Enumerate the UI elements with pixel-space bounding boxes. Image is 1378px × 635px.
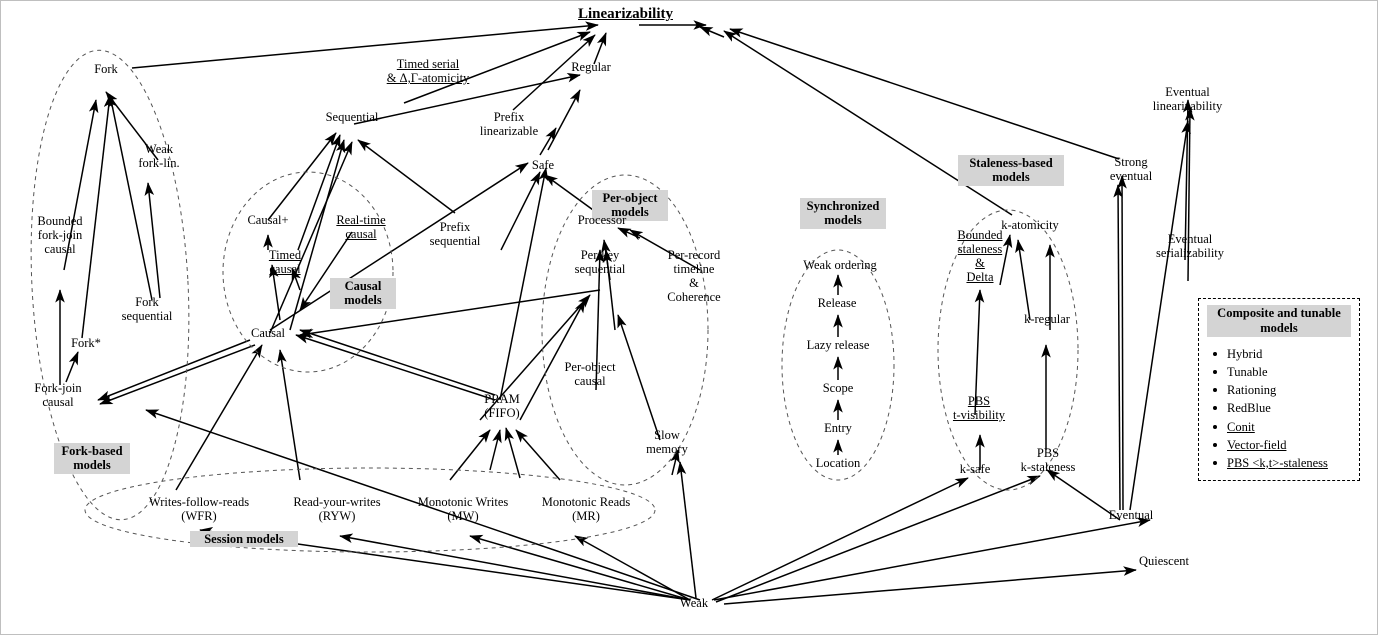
legend-title: Composite and tunable models — [1207, 305, 1351, 337]
node-fork-sequential: Fork sequential — [121, 295, 173, 323]
node-strong-eventual: Strong eventual — [1109, 155, 1153, 183]
node-timed-serial: Timed serial & Δ,Γ-atomicity — [386, 57, 470, 85]
node-lazy-release: Lazy release — [806, 338, 870, 352]
legend-item — [1213, 399, 1349, 417]
node-slow-memory: Slow memory — [646, 428, 688, 456]
node-causal-plus: Causal+ — [247, 213, 289, 227]
node-pbs-t-visibility: PBS t-visibility — [952, 394, 1006, 422]
legend-composite-tunable — [1198, 298, 1360, 481]
group-label-causal: Causal models — [330, 278, 396, 309]
node-writes-follow-reads: Writes-follow-reads (WFR) — [148, 495, 250, 523]
node-monotonic-reads: Monotonic Reads (MR) — [541, 495, 631, 523]
legend-list — [1199, 339, 1359, 480]
node-scope: Scope — [822, 381, 854, 395]
node-bounded-staleness-delta: Bounded staleness & Delta — [957, 228, 1003, 284]
node-regular: Regular — [571, 60, 611, 74]
node-eventual: Eventual — [1108, 508, 1154, 522]
node-prefix-linearizable: Prefix linearizable — [479, 110, 539, 138]
node-release: Release — [817, 296, 857, 310]
node-per-key-sequential: Per-key sequential — [574, 248, 626, 276]
legend-item — [1213, 363, 1349, 381]
node-safe: Safe — [531, 158, 555, 172]
node-k-regular: k-regular — [1024, 312, 1070, 326]
node-processor: Processor — [577, 213, 627, 227]
group-label-staleness-based: Staleness-based models — [958, 155, 1064, 186]
node-real-time-causal: Real-time causal — [336, 213, 386, 241]
node-monotonic-writes: Monotonic Writes (MW) — [417, 495, 509, 523]
group-label-fork-based: Fork-based models — [54, 443, 130, 474]
group-label-synchronized: Synchronized models — [800, 198, 886, 229]
node-per-object-causal: Per-object causal — [564, 360, 616, 388]
node-location: Location — [815, 456, 861, 470]
group-label-per-object: Per-object models — [592, 190, 668, 221]
node-linearizability: Linearizability — [578, 6, 673, 22]
node-k-safe: k-safe — [959, 462, 991, 476]
node-causal: Causal — [250, 326, 286, 340]
legend-item — [1213, 436, 1349, 454]
legend-item-label: Tunable — [1227, 365, 1268, 380]
node-read-your-writes: Read-your-writes (RYW) — [293, 495, 381, 523]
node-fork-join-causal: Fork-join causal — [34, 381, 82, 409]
node-eventual-linearizability: Eventual linearizability — [1152, 85, 1223, 113]
node-eventual-serializability: Eventual serializability — [1155, 232, 1225, 260]
legend-item — [1213, 454, 1349, 472]
legend-item-label: Vector-field — [1227, 437, 1287, 452]
node-per-record-timeline: Per-record timeline & Coherence — [667, 248, 721, 304]
node-pbs-k-staleness: PBS k-staleness — [1020, 446, 1076, 474]
legend-item-label: Hybrid — [1227, 347, 1263, 361]
node-quiescent: Quiescent — [1139, 554, 1189, 568]
node-sequential: Sequential — [325, 110, 379, 124]
node-fork: Fork — [94, 62, 118, 76]
node-weak-ordering: Weak ordering — [803, 258, 877, 272]
legend-item — [1213, 381, 1349, 399]
node-k-atomicity: k-atomicity — [1001, 218, 1059, 232]
legend-item-label: RedBlue — [1227, 401, 1271, 416]
legend-item-label: Conit — [1227, 419, 1255, 434]
node-entry: Entry — [824, 421, 852, 435]
group-label-session: Session models — [190, 531, 298, 547]
legend-item — [1213, 345, 1349, 363]
node-fork-star: Fork* — [71, 336, 101, 350]
legend-item-label: PBS <k,t>-staleness — [1227, 455, 1328, 470]
legend-item — [1213, 418, 1349, 436]
node-weak: Weak — [679, 596, 709, 610]
legend-item-label: Rationing — [1227, 383, 1277, 398]
node-prefix-sequential: Prefix sequential — [429, 220, 481, 248]
node-pram-fifo: PRAM (FIFO) — [484, 392, 520, 420]
node-weak-fork-lin: Weak fork-lin. — [138, 142, 180, 170]
node-timed-causal: Timed causal — [268, 248, 302, 276]
node-bounded-fork-join-causal: Bounded fork-join causal — [37, 214, 83, 256]
